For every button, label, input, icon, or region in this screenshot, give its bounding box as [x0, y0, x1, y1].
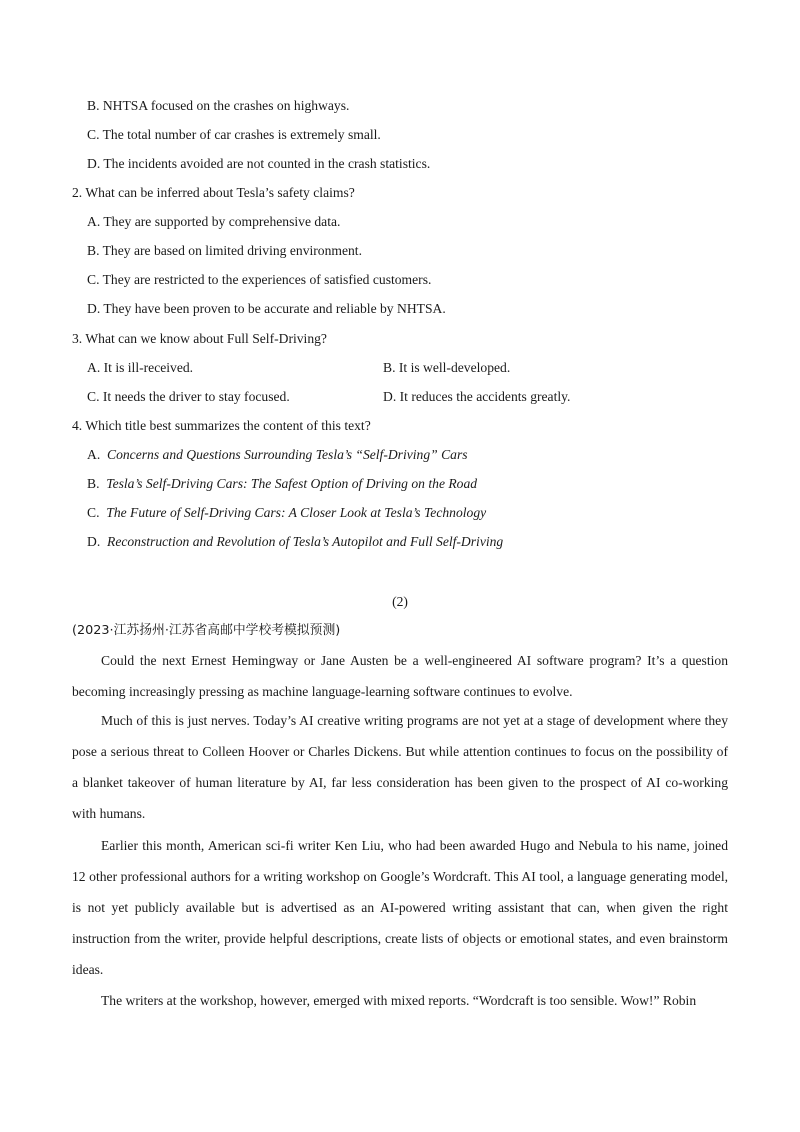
q4-option-c-letter: C.: [87, 505, 100, 520]
q1-option-d: D. The incidents avoided are not counted in the crash statistics.: [87, 156, 431, 171]
passage-paragraph-2: Much of this is just nerves. Today’s AI creative writing programs are not yet at a stage of development where they pose a serious threat to Colleen Hoover or Charles Dickens. But while attention continues to focus on the possibility of a blanket takeover of human literature by AI, far less consideration has been given to the prospect of AI co-working with humans.: [72, 713, 728, 821]
passage-paragraph-4: The writers at the workshop, however, emerged with mixed reports. “Wordcraft is too sensible. Wow!” Robin: [101, 993, 697, 1008]
passage-paragraph-3: Earlier this month, American sci-fi writer Ken Liu, who had been awarded Hugo and Nebula to his name, joined 12 other professional authors for a writing workshop on Google’s Wordcraft. This AI tool, a language generating model, is not yet publicly available but is advertised as an AI-powered writing assistant that can, when given the right instruction from the writer, provide helpful descriptions, create lists of objects or emotional states, and even brainstorm ideas.: [72, 838, 728, 977]
q4-option-b: [87, 475, 477, 493]
q3-option-b: B. It is well-developed.: [383, 360, 511, 375]
passage-paragraph-1: Could the next Ernest Hemingway or Jane Austen be a well-engineered AI software program? It’s a question becoming increasingly pressing as machine language-learning software continues to evolve.: [72, 653, 728, 699]
section-number: (2): [392, 594, 408, 609]
q4-option-b-letter: B.: [87, 476, 100, 491]
q4-option-c-text: The Future of Self-Driving Cars: A Closer Look at Tesla’s Technology: [106, 505, 487, 520]
q2-question: 2. What can be inferred about Tesla’s safety claims?: [72, 185, 355, 200]
passage-source: (2023·江苏扬州·江苏省高邮中学校考模拟预测): [72, 623, 341, 638]
q4-option-b-text: Tesla’s Self-Driving Cars: The Safest Option of Driving on the Road: [106, 476, 478, 491]
q4-option-a: [87, 446, 468, 464]
q4-option-d-letter: D.: [87, 534, 101, 549]
q3-question: 3. What can we know about Full Self-Driving?: [72, 331, 327, 346]
q3-option-c: C. It needs the driver to stay focused.: [87, 389, 290, 404]
q4-option-a-letter: A.: [87, 447, 101, 462]
q4-option-d: [87, 533, 503, 551]
q1-option-c: C. The total number of car crashes is extremely small.: [87, 127, 381, 142]
q2-option-b: B. They are based on limited driving environment.: [87, 243, 362, 258]
q4-question: 4. Which title best summarizes the content of this text?: [72, 418, 371, 433]
q4-option-d-text: Reconstruction and Revolution of Tesla’s Autopilot and Full Self-Driving: [107, 534, 504, 549]
q3-option-a: A. It is ill-received.: [87, 360, 194, 375]
q4-option-a-text: Concerns and Questions Surrounding Tesla’s “Self-Driving” Cars: [107, 447, 468, 462]
q2-option-a: A. They are supported by comprehensive data.: [87, 214, 341, 229]
q2-option-c: C. They are restricted to the experiences of satisfied customers.: [87, 272, 432, 287]
q1-option-b: B. NHTSA focused on the crashes on highways.: [87, 98, 350, 113]
q4-option-c: [87, 504, 486, 522]
q3-option-d: D. It reduces the accidents greatly.: [383, 389, 571, 404]
q2-option-d: D. They have been proven to be accurate and reliable by NHTSA.: [87, 301, 446, 316]
